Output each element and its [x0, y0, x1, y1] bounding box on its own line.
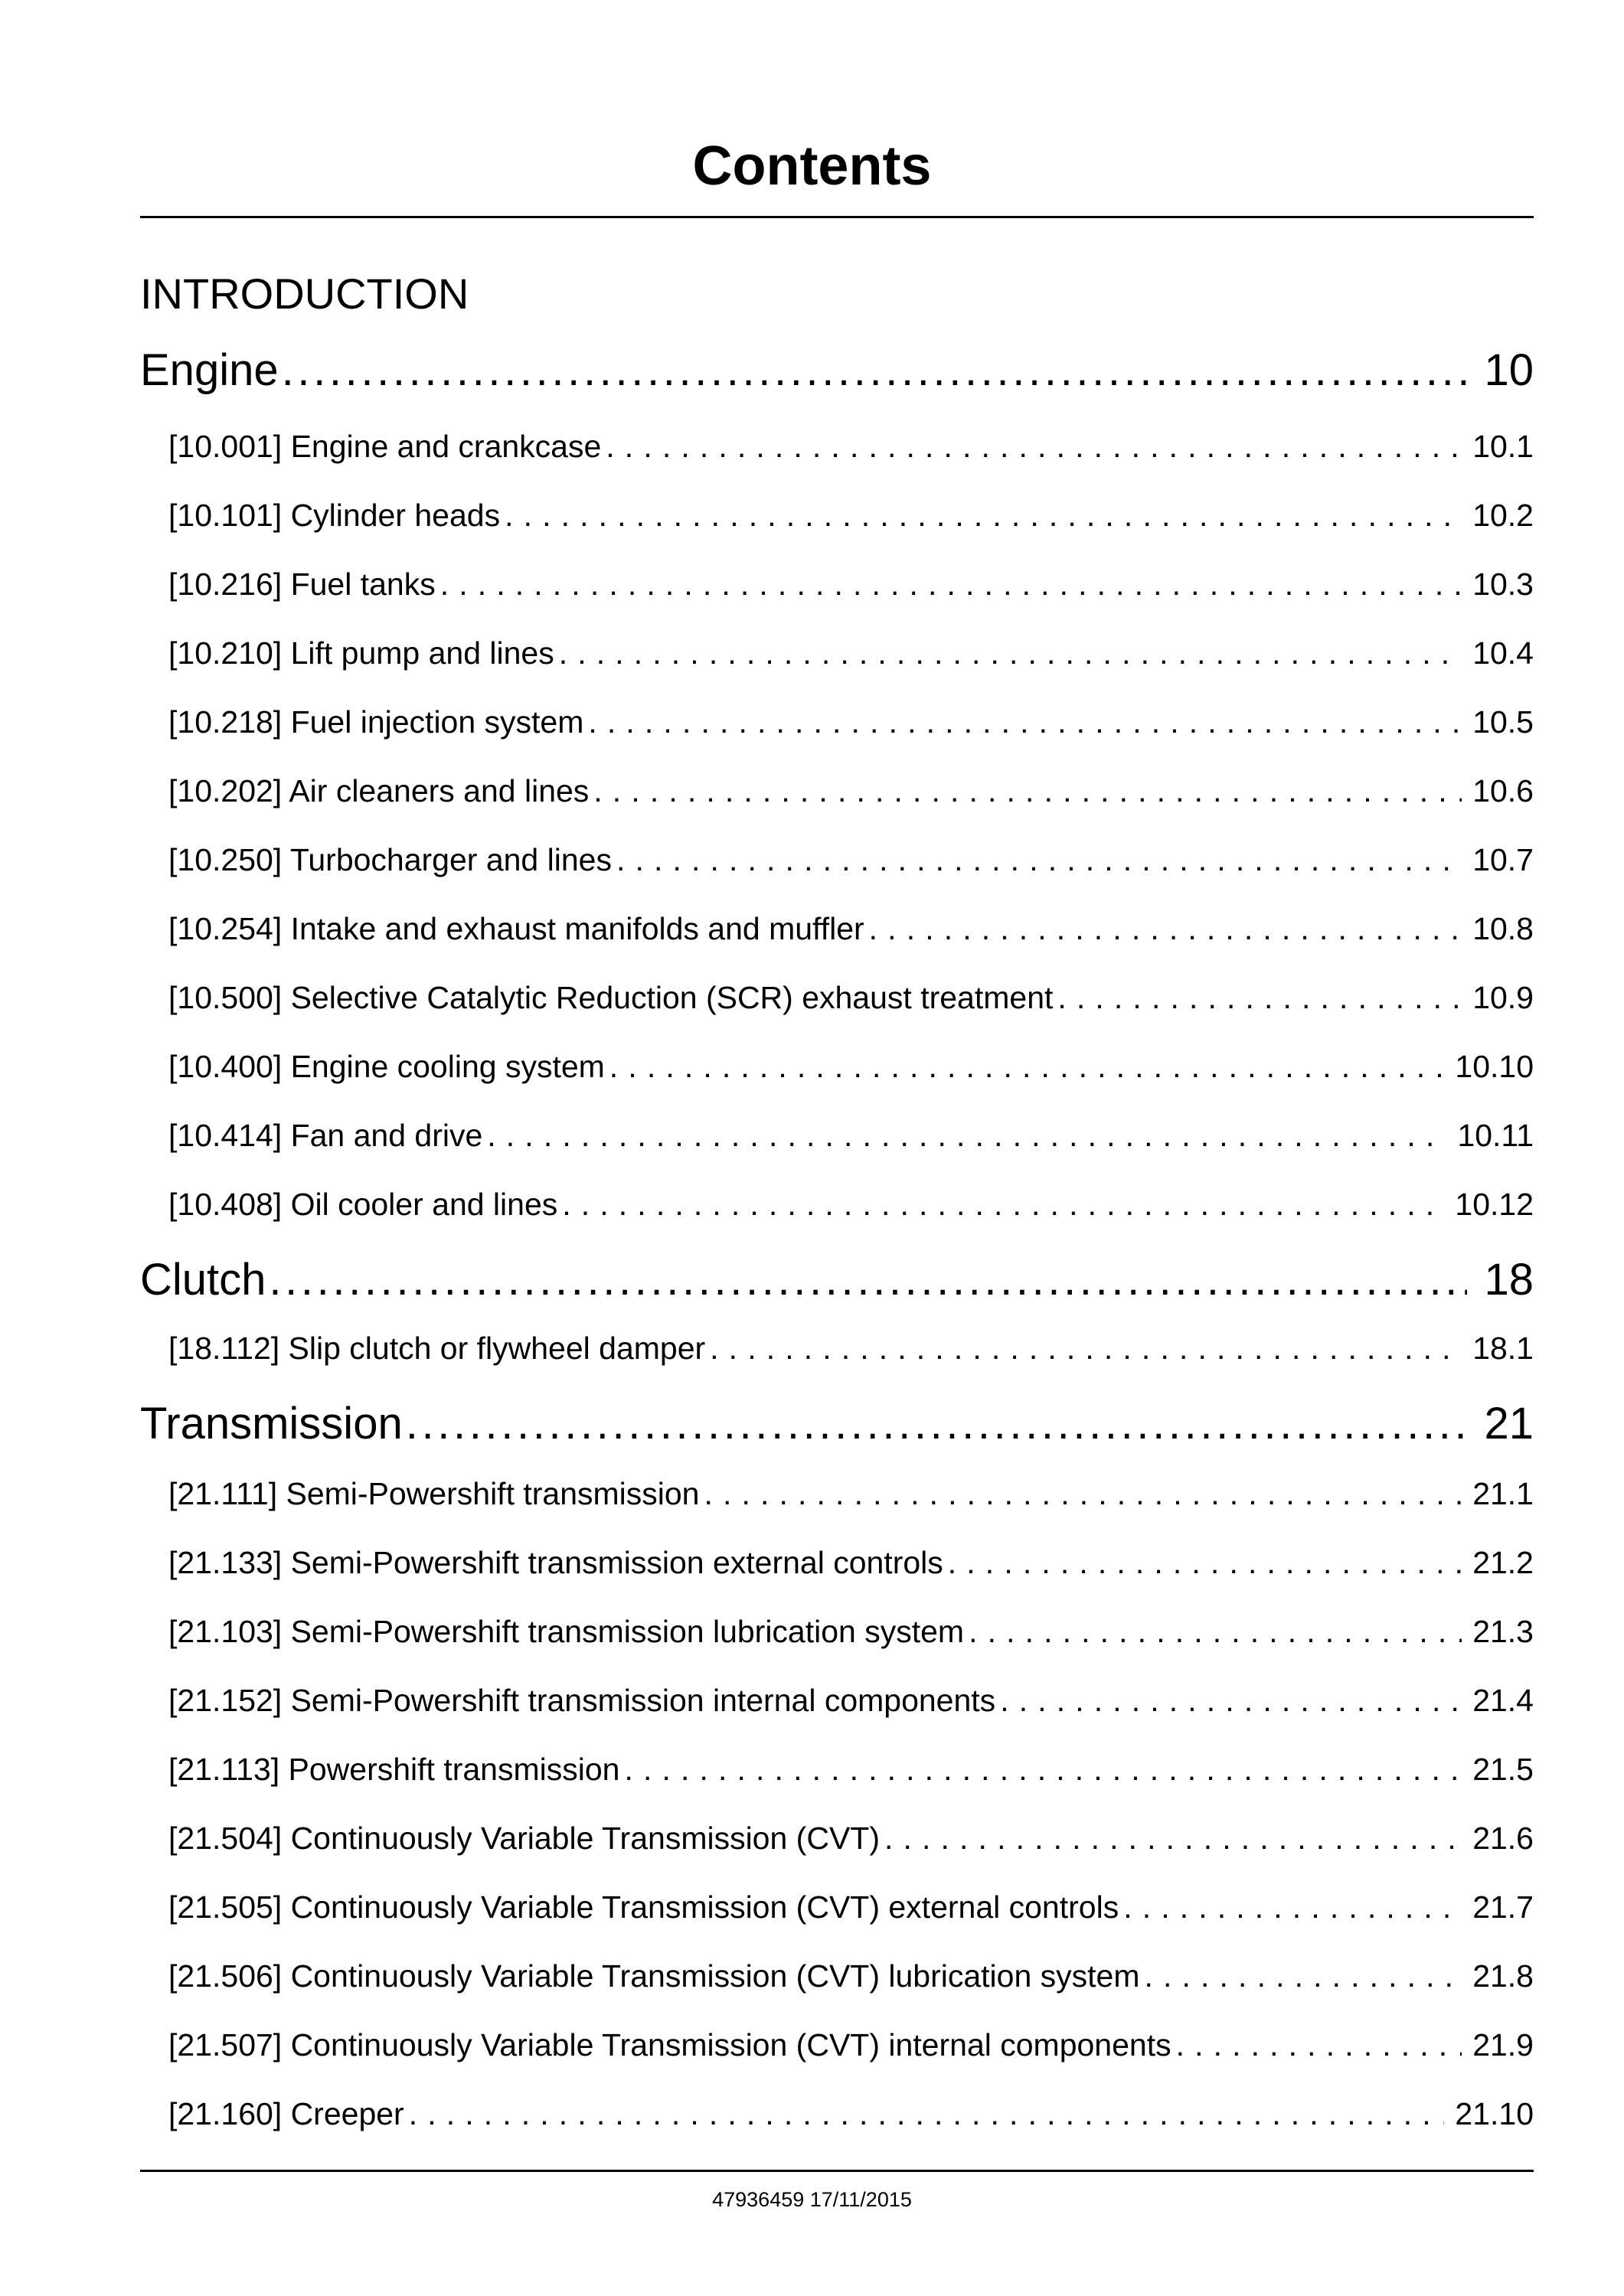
dot-leader	[487, 1115, 1446, 1156]
entry-page-number: 21.7	[1472, 1889, 1534, 1925]
section-title: Transmission	[140, 1399, 403, 1448]
entry-page-number: 10.7	[1472, 842, 1534, 877]
dot-leader	[606, 426, 1462, 467]
entry-label: [21.507] Continuously Variable Transmission (CVT) internal components	[168, 2027, 1171, 2062]
dot-leader	[588, 701, 1462, 743]
page-title: Contents	[692, 136, 932, 197]
dot-leader	[559, 632, 1462, 674]
dot-leader	[409, 2093, 1445, 2134]
introduction-link[interactable]: INTRODUCTION	[140, 269, 469, 318]
entry-label: [21.160] Creeper	[168, 2096, 404, 2131]
entry-page-number: 21.6	[1472, 1821, 1534, 1856]
section-page-number: 18	[1484, 1255, 1534, 1305]
dot-leader	[1145, 1955, 1462, 1997]
toc-entry[interactable]	[168, 1955, 1534, 1997]
entry-page-number: 10.5	[1472, 704, 1534, 740]
entry-page-number: 10.9	[1472, 980, 1534, 1015]
toc-section-transmission[interactable]	[140, 1396, 1534, 1452]
entry-label: [21.111] Semi-Powershift transmission	[168, 1476, 700, 1511]
toc-entry[interactable]	[168, 2024, 1534, 2066]
entry-page-number: 10.6	[1472, 773, 1534, 808]
toc-entry[interactable]	[168, 495, 1534, 536]
toc-entry[interactable]	[168, 632, 1534, 674]
entry-label: [10.408] Oil cooler and lines	[168, 1187, 558, 1222]
dot-leader	[869, 908, 1462, 949]
entry-page-number: 21.5	[1472, 1752, 1534, 1787]
toc-entry[interactable]	[168, 2093, 1534, 2134]
toc-entry[interactable]	[168, 1886, 1534, 1928]
toc-entry[interactable]	[168, 563, 1534, 605]
entry-page-number: 10.11	[1457, 1118, 1534, 1153]
entry-label: [10.101] Cylinder heads	[168, 498, 501, 533]
entry-page-number: 21.8	[1472, 1958, 1534, 1994]
toc-entry[interactable]	[168, 1115, 1534, 1156]
dot-leader	[269, 1253, 1467, 1308]
toc-entry[interactable]	[168, 1749, 1534, 1790]
entry-label: [10.254] Intake and exhaust manifolds and muffler	[168, 911, 864, 946]
entry-page-number: 10.1	[1472, 429, 1534, 464]
toc-entry[interactable]	[168, 426, 1534, 467]
entry-page-number: 21.9	[1472, 2027, 1534, 2062]
dot-leader	[624, 1749, 1462, 1790]
section-page-number: 10	[1484, 345, 1534, 395]
entry-page-number: 10.12	[1455, 1187, 1534, 1222]
entry-label: [21.504] Continuously Variable Transmission (CVT)	[168, 1821, 880, 1856]
entry-label: [10.210] Lift pump and lines	[168, 635, 554, 671]
dot-leader	[609, 1046, 1445, 1087]
dot-leader	[593, 770, 1462, 812]
dot-leader	[1057, 977, 1462, 1018]
dot-leader	[969, 1611, 1462, 1652]
section-title: Clutch	[140, 1255, 266, 1305]
entry-label: [21.133] Semi-Powershift transmission external controls	[168, 1545, 943, 1580]
entry-page-number: 21.3	[1472, 1614, 1534, 1649]
entry-label: [10.500] Selective Catalytic Reduction (SCR) exhaust treatment	[168, 980, 1054, 1015]
entry-label: [10.001] Engine and crankcase	[168, 429, 602, 464]
entry-label: [10.202] Air cleaners and lines	[168, 773, 590, 808]
entry-label: [10.216] Fuel tanks	[168, 567, 436, 602]
entry-page-number: 18.1	[1472, 1331, 1534, 1366]
dot-leader	[884, 1818, 1462, 1859]
dot-leader	[1000, 1680, 1462, 1721]
dot-leader	[704, 1473, 1462, 1514]
entry-label: [10.414] Fan and drive	[168, 1118, 483, 1153]
toc-section-engine[interactable]	[140, 343, 1534, 398]
dot-leader	[616, 839, 1462, 880]
toc-entry[interactable]	[168, 839, 1534, 880]
entry-page-number: 10.10	[1455, 1049, 1534, 1084]
toc-entry[interactable]	[168, 1611, 1534, 1652]
toc-entry[interactable]	[168, 977, 1534, 1018]
entry-label: [10.400] Engine cooling system	[168, 1049, 605, 1084]
dot-leader	[282, 343, 1468, 398]
toc-entry[interactable]	[168, 701, 1534, 743]
toc-entry[interactable]	[168, 1542, 1534, 1583]
toc-entry[interactable]	[168, 1328, 1534, 1369]
toc-entry[interactable]	[168, 1473, 1534, 1514]
entry-label: [21.103] Semi-Powershift transmission lubrication system	[168, 1614, 965, 1649]
section-title: Engine	[140, 345, 279, 395]
dot-leader	[505, 495, 1462, 536]
footer-divider	[140, 2170, 1534, 2172]
header-divider	[140, 216, 1534, 218]
toc-entry[interactable]	[168, 770, 1534, 812]
toc-entry[interactable]	[168, 1818, 1534, 1859]
entry-page-number: 21.4	[1472, 1683, 1534, 1718]
dot-leader	[562, 1184, 1444, 1225]
entry-page-number: 10.3	[1472, 567, 1534, 602]
entry-page-number: 10.2	[1472, 498, 1534, 533]
entry-page-number: 21.2	[1472, 1545, 1534, 1580]
entry-label: [10.250] Turbocharger and lines	[168, 842, 612, 877]
entry-page-number: 10.8	[1472, 911, 1534, 946]
dot-leader	[948, 1542, 1462, 1583]
entry-page-number: 21.10	[1455, 2096, 1534, 2131]
entry-label: [21.505] Continuously Variable Transmission (CVT) external controls	[168, 1889, 1119, 1925]
toc-entry[interactable]	[168, 1680, 1534, 1721]
toc-entry[interactable]	[168, 1184, 1534, 1225]
entry-label: [18.112] Slip clutch or flywheel damper	[168, 1331, 706, 1366]
dot-leader	[406, 1396, 1468, 1452]
entry-page-number: 21.1	[1472, 1476, 1534, 1511]
entry-label: [21.113] Powershift transmission	[168, 1752, 620, 1787]
dot-leader	[1123, 1886, 1462, 1928]
entry-label: [10.218] Fuel injection system	[168, 704, 584, 740]
toc-section-clutch[interactable]	[140, 1253, 1534, 1308]
dot-leader	[710, 1328, 1462, 1369]
section-page-number: 21	[1484, 1399, 1534, 1448]
footer-document-id: 47936459 17/11/2015	[712, 2188, 912, 2211]
entry-label: [21.152] Semi-Powershift transmission internal components	[168, 1683, 996, 1718]
toc-entry[interactable]	[168, 1046, 1534, 1087]
dot-leader	[440, 563, 1462, 605]
entry-label: [21.506] Continuously Variable Transmission (CVT) lubrication system	[168, 1958, 1140, 1994]
toc-entry[interactable]	[168, 908, 1534, 949]
entry-page-number: 10.4	[1472, 635, 1534, 671]
dot-leader	[1176, 2024, 1462, 2066]
